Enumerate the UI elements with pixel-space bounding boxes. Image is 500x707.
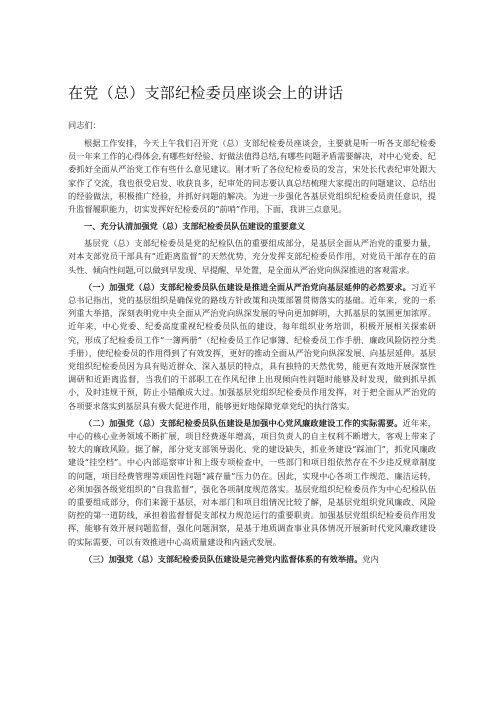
section-1-heading: 一、充分认清加强党（总）支部纪检委员队伍建设的重要意义 [84,221,306,232]
subsection-1-body: 习近平总书记指出，党的基层组织是确保党的路线方针政策和决策部署贯彻落实的基础。近年来，党的一系列重大举措，深刻表明党中央全面从严治党向纵深发展的导向更加鲜明，大抓基层的氛围更加浓厚。近年来，中心党委、纪委高度重视纪检委员队伍的建设，每年组织业务培训，积极开展相关探索研究，形成了纪检委员工作“一簿两册”（纪检委员工作记事簿、纪检委员工作手册、廉政风险防控分类手册），使纪检委员的作用得到了有效发挥，更好的推动全面从严治党向纵深发展、向基层延伸。基层党组织纪检委员因为具有贴近群众、深入基层的特点，具有独特的天然优势，能更有效地开展深察性调研和近距离监督，当我们的干部职工在作风纪律上出现倾向性问题时能够及时发现，做到抓早抓小，及时违规干预，防止小错酿成大过。加强基层党组织纪检委员作用发挥，对于把全面从严治党的各项要求落实到基层具有极大促进作用，能够更好地保障党章党纪的执行落实。 [68,281,436,411]
document-title: 在党（总）支部纪检委员座谈会上的讲话 [68,84,344,102]
subsection-2-paragraph [68,417,436,549]
subsection-1-lead: （一）加强党（总）支部纪检委员队伍建设是推进全面从严治党向基层延伸的必然要求。 [84,281,412,292]
subsection-1-paragraph [68,281,436,413]
subsection-3-body: 党内 [362,553,379,564]
subsection-3-paragraph [68,553,436,566]
subsection-2-body: 近年来，中心的核心业务领域不断扩展，项目经费逐年增高，项目负责人的自主权利不断增大，客观上带来了较大的廉政风险。据了解，部分党支部领导弱化、党的建设缺失，抓业务建设“踩油门”，抓党风廉政建设“挂空档”。中心内部巡察审计和上级专项检查中，一些部门和项目组依然存在不少违反规章制度的问题，项目经费管理等顽固性问题“减存量”压力仍在。因此，实现中心各项工作规范、廉洁运转，必须加强各级党组织的“自我监督”，强化各项制度规范落实。基层党组织纪检委员作为中心纪检队伍的重要组成部分，你们来源于基层，对本部门和项目组情况比较了解，是基层党组织党风廉政、风险防控的第一道防线，承担着监督督促支部权力规范运行的重要职责。加强基层党组织纪检委员作用发挥，能够有效开展问题监督，强化问题洞察，是基于地质调查事业具体情况开展新时代党风廉政建设的实际需要，可以有效推进中心高质量建设和内涵式发展。 [68,417,436,547]
subsection-2-lead: （二）加强党（总）支部纪检委员队伍建设是加强中心党风廉政建设工作的实际需要。 [84,417,403,428]
intro-paragraph: 根据工作安排，今天上午我们召开党（总）支部纪检委员座谈会，主要就是听一听各支部纪检委员一年来工作的心得体会,有哪些好经验、好做法值得总结,有哪些问题矛盾需要解决，对中心党委、纪委抓好全面从严治党工作有些什么意见建议。刚才听了各位纪检委员的发言，宋处长代表纪审处跟大家作了交流，我也很受启发、收获良多，纪审处的同志要认真总结梳理大家提出的问题建议、总结出的经验做法，积极推广经验，并抓好问题的解决。为进一步强化各基层党组织纪检委员责任意识，提升监督履职能力，切实发挥好纪检委员的“前哨”作用，下面，我讲三点意见。 [68,138,436,215]
subsection-3-lead: （三）加强党（总）支部纪检委员队伍建设是完善党内监督体系的有效举措。 [84,553,363,564]
salutation: 同志们： [68,120,101,130]
section-1-paragraph: 基层党（总）支部纪检委员是党的纪检队伍的重要组成部分，是基层全面从严治党的重要力量，对本支部党员干部具有“近距离监督”的天然优势，充分发挥支部纪检委员作用，对党员干部存在的苗头性、倾向性问题,可以做到早发现、早提醒、早处置，是全面从严治党向纵深推进的客观需求。 [68,238,436,275]
